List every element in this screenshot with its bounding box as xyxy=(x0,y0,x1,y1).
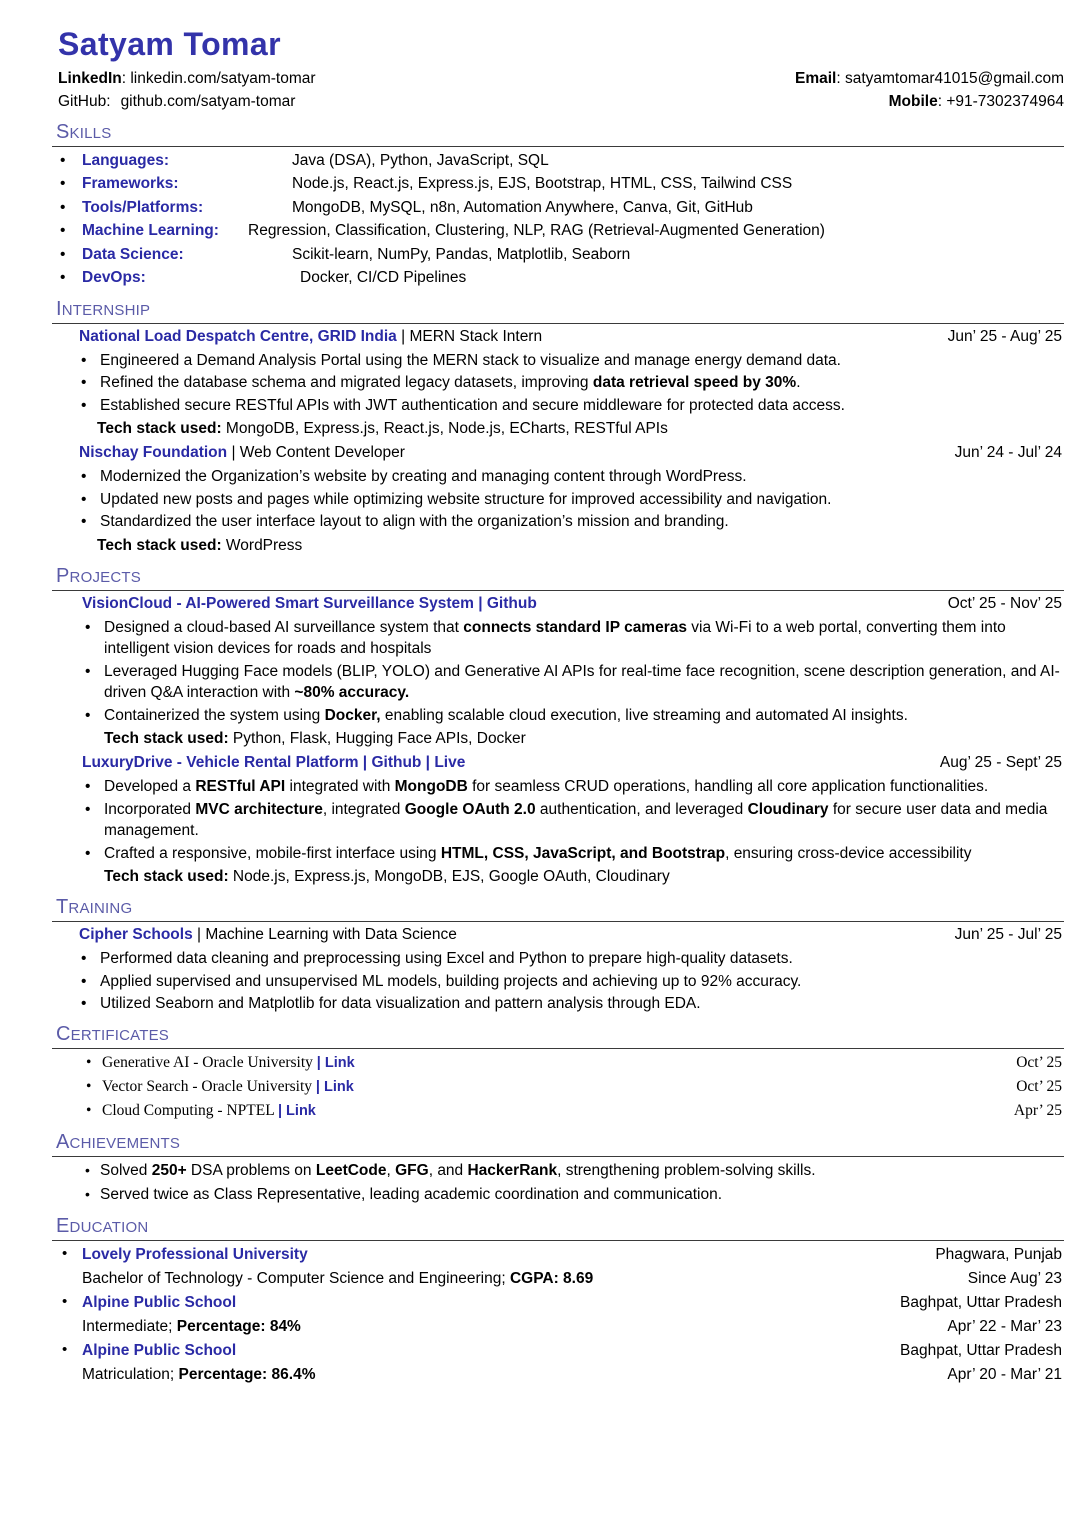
experience-entry xyxy=(52,325,1064,441)
bullet-item: • Performed data cleaning and preprocessing using Excel and Python to prepare high-quality datasets. xyxy=(52,948,1064,970)
bullet-list xyxy=(52,466,1064,533)
bullet-icon: • xyxy=(81,374,87,392)
email-contact[interactable] xyxy=(795,67,1064,90)
skill-row xyxy=(52,219,1064,243)
skill-row xyxy=(52,266,1064,290)
skill-value: Node.js, React.js, Express.js, EJS, Bootstrap, HTML, CSS, Tailwind CSS xyxy=(292,175,793,193)
skill-row xyxy=(52,243,1064,267)
certificate-date: Oct’ 25 xyxy=(1016,1053,1062,1071)
entry-date: Aug’ 25 - Sept’ 25 xyxy=(939,754,1062,772)
tech-stack xyxy=(52,727,1064,750)
email-label: Email xyxy=(794,69,837,87)
entry-organization[interactable]: National Load Despatch Centre, GRID India xyxy=(79,327,402,345)
github-label: GitHub xyxy=(58,92,107,110)
skill-label: Tools/Platforms: xyxy=(82,198,204,216)
certificate-name: Cloud Computing - NPTEL xyxy=(102,1101,278,1119)
bullet-list xyxy=(52,948,1064,1015)
education-detail: Matriculation; Percentage: 86.4% xyxy=(82,1365,316,1383)
education-period: Since Aug’ 23 xyxy=(967,1269,1062,1287)
education-school-line xyxy=(52,1339,1064,1363)
achievement-row: • Served twice as Class Representative, leading academic coordination and communication. xyxy=(52,1183,1064,1207)
experience-entry xyxy=(52,751,1064,888)
skill-value: Regression, Classification, Clustering, NLP, RAG (Retrieval-Augmented Generation) xyxy=(248,222,825,240)
entry-date: Oct’ 25 - Nov’ 25 xyxy=(947,594,1062,612)
skill-value: Java (DSA), Python, JavaScript, SQL xyxy=(292,151,549,169)
certificate-date: Apr’ 25 xyxy=(1013,1101,1062,1119)
experience-entry xyxy=(52,592,1064,751)
education-location: Baghpat, Uttar Pradesh xyxy=(900,1341,1062,1359)
bullet-icon: • xyxy=(60,175,66,193)
bullet-icon: • xyxy=(60,198,66,216)
linkedin-value: : linkedin.com/satyam-tomar xyxy=(121,69,316,87)
tech-stack-value: Node.js, Express.js, MongoDB, EJS, Google OAuth, Cloudinary xyxy=(228,868,670,886)
skill-value: Docker, CI/CD Pipelines xyxy=(300,269,467,287)
entry-role: | Web Content Developer xyxy=(231,444,405,462)
mobile-contact xyxy=(889,90,1064,113)
tech-stack-label: Tech stack used: xyxy=(104,868,229,886)
education-entry xyxy=(52,1339,1064,1387)
section-certificates xyxy=(52,1022,1064,1123)
bullet-item: • Developed a RESTful API integrated with MongoDB for seamless CRUD operations, handling all core application functionalities. xyxy=(52,776,1064,798)
tech-stack-value: Python, Flask, Hugging Face APIs, Docker xyxy=(228,730,526,748)
bullet-icon: • xyxy=(60,245,66,263)
bullet-icon: • xyxy=(85,706,91,724)
certificate-link[interactable]: | Link xyxy=(277,1102,316,1119)
education-entry xyxy=(52,1243,1064,1291)
bullet-icon: • xyxy=(81,950,87,968)
section-divider xyxy=(52,590,1064,591)
bullet-list xyxy=(52,617,1064,727)
section-training xyxy=(52,895,1064,1015)
section-heading-certificates: CERTIFICATES xyxy=(56,1022,169,1045)
section-heading-achievements: ACHIEVEMENTS xyxy=(56,1130,181,1153)
certificate-link[interactable]: | Link xyxy=(315,1078,354,1095)
bullet-item: • Refined the database schema and migrated legacy datasets, improving data retrieval speed by 30%. xyxy=(52,372,1064,394)
entry-role: | Machine Learning with Data Science xyxy=(197,926,457,944)
github-colon: : xyxy=(106,92,111,110)
mobile-label: Mobile xyxy=(888,92,938,110)
bullet-item: • Designed a cloud-based AI surveillance system that connects standard IP cameras via Wi-Fi to a web portal, converting them into intelligent vision devices for roads and hospitals xyxy=(85,618,1006,658)
education-period: Apr’ 20 - Mar’ 21 xyxy=(947,1365,1062,1383)
education-location: Baghpat, Uttar Pradesh xyxy=(900,1293,1062,1311)
bullet-item: • Modernized the Organization’s website by creating and managing content through WordPress. xyxy=(52,466,1064,488)
projects-list xyxy=(52,592,1064,889)
bullet-icon: • xyxy=(81,490,87,508)
section-divider xyxy=(52,1240,1064,1241)
skill-label: Languages: xyxy=(82,151,169,169)
education-detail-line xyxy=(52,1267,1064,1291)
entry-header xyxy=(52,923,1064,947)
tech-stack-label: Tech stack used: xyxy=(97,536,222,554)
certificate-date: Oct’ 25 xyxy=(1016,1077,1062,1095)
skill-value: MongoDB, MySQL, n8n, Automation Anywhere, Canva, Git, GitHub xyxy=(292,198,753,216)
education-detail: Bachelor of Technology - Computer Science and Engineering; CGPA: 8.69 xyxy=(82,1269,594,1287)
bullet-icon: • xyxy=(60,222,66,240)
bullet-icon: • xyxy=(81,513,87,531)
bullet-icon: • xyxy=(81,972,87,990)
section-divider xyxy=(52,1156,1064,1157)
education-school: Alpine Public School xyxy=(82,1293,237,1311)
tech-stack-value: MongoDB, Express.js, React.js, Node.js, ECharts, RESTful APIs xyxy=(221,420,668,438)
section-divider xyxy=(52,323,1064,324)
tech-stack-value: WordPress xyxy=(221,536,303,554)
certificate-row xyxy=(52,1075,1064,1099)
section-heading-skills: SKILLS xyxy=(56,120,112,143)
tech-stack-label: Tech stack used: xyxy=(104,730,229,748)
bullet-item: • Incorporated MVC architecture, integrated Google OAuth 2.0 authentication, and leveraged Cloudinary for secure user data and media management. xyxy=(85,800,1048,840)
github-contact[interactable] xyxy=(58,90,295,113)
page-title: Satyam Tomar xyxy=(58,26,281,62)
section-internship xyxy=(52,297,1064,557)
bullet-icon: • xyxy=(81,468,87,486)
bullet-icon: • xyxy=(62,1244,68,1262)
bullet-icon: • xyxy=(85,844,91,862)
bullet-icon: • xyxy=(85,1161,90,1178)
entry-header xyxy=(52,325,1064,349)
bullet-item: • Leveraged Hugging Face models (BLIP, YOLO) and Generative AI APIs for real-time face recognition, scene description generation, and AI-driven Q&A interaction with ~80% accuracy. xyxy=(85,662,1060,702)
skill-value: Scikit-learn, NumPy, Pandas, Matplotlib, Seaborn xyxy=(292,245,631,263)
bullet-item: • Utilized Seaborn and Matplotlib for data visualization and pattern analysis through EDA. xyxy=(52,993,1064,1015)
section-heading-internship: INTERNSHIP xyxy=(56,297,151,320)
bullet-list xyxy=(52,776,1064,864)
section-projects xyxy=(52,564,1064,889)
certificate-link[interactable]: | Link xyxy=(316,1054,355,1071)
tech-stack xyxy=(52,417,1064,440)
bullet-icon: • xyxy=(62,1292,68,1310)
entry-organization[interactable]: LuxuryDrive - Vehicle Rental Platform | Github | Live xyxy=(82,754,466,772)
contact-row-linkedin xyxy=(52,67,1064,90)
experience-entry xyxy=(52,923,1064,1015)
internship-list xyxy=(52,325,1064,557)
bullet-icon: • xyxy=(86,1077,92,1095)
skill-row xyxy=(52,149,1064,173)
education-list xyxy=(52,1243,1064,1387)
certificate-row xyxy=(52,1051,1064,1075)
education-school-line xyxy=(52,1243,1064,1267)
certificate-name: Vector Search - Oracle University xyxy=(102,1077,316,1095)
bullet-icon: • xyxy=(81,995,87,1013)
section-achievements xyxy=(52,1130,1064,1207)
tech-stack xyxy=(52,865,1064,888)
certificates-list xyxy=(52,1051,1064,1123)
section-skills xyxy=(52,120,1064,290)
bullet-item: • Containerized the system using Docker, enabling scalable cloud execution, live streaming and automated AI insights. xyxy=(52,705,1064,727)
bullet-icon: • xyxy=(81,396,87,414)
bullet-icon: • xyxy=(85,778,91,796)
education-detail-line xyxy=(52,1315,1064,1339)
experience-entry xyxy=(52,441,1064,557)
achievement-row: • Solved 250+ DSA problems on LeetCode, GFG, and HackerRank, strengthening problem-solving skills. xyxy=(52,1159,1064,1183)
tech-stack xyxy=(52,534,1064,557)
achievements-list xyxy=(52,1159,1064,1207)
bullet-icon: • xyxy=(85,1185,90,1202)
certificate-row xyxy=(52,1099,1064,1123)
bullet-icon: • xyxy=(85,800,91,818)
education-location: Phagwara, Punjab xyxy=(935,1245,1062,1263)
section-education xyxy=(52,1214,1064,1387)
bullet-icon: • xyxy=(62,1340,68,1358)
bullet-icon: • xyxy=(86,1101,92,1119)
bullet-item: • Updated new posts and pages while optimizing website structure for improved accessibility and navigation. xyxy=(52,489,1064,511)
bullet-icon: • xyxy=(60,151,66,169)
education-period: Apr’ 22 - Mar’ 23 xyxy=(947,1317,1062,1335)
bullet-list xyxy=(52,350,1064,417)
linkedin-contact[interactable] xyxy=(58,67,316,90)
mobile-value: : +91-7302374964 xyxy=(937,92,1064,110)
education-entry xyxy=(52,1291,1064,1339)
skill-label: Machine Learning: xyxy=(82,222,219,240)
skills-list xyxy=(52,149,1064,290)
skill-row xyxy=(52,172,1064,196)
bullet-item: • Engineered a Demand Analysis Portal using the MERN stack to visualize and manage energy demand data. xyxy=(52,350,1064,372)
section-divider xyxy=(52,1048,1064,1049)
skill-label: Frameworks: xyxy=(82,175,179,193)
entry-date: Jun’ 24 - Jul’ 24 xyxy=(954,444,1062,462)
header xyxy=(52,26,1064,113)
entry-header xyxy=(52,441,1064,465)
entry-date: Jun’ 25 - Aug’ 25 xyxy=(947,327,1062,345)
bullet-icon: • xyxy=(60,269,66,287)
section-heading-projects: PROJECTS xyxy=(56,564,141,587)
skill-row xyxy=(52,196,1064,220)
entry-organization[interactable]: Nischay Foundation xyxy=(79,444,232,462)
training-list xyxy=(52,923,1064,1015)
bullet-item: • Applied supervised and unsupervised ML models, building projects and achieving up to 92% accuracy. xyxy=(52,971,1064,993)
tech-stack-label: Tech stack used: xyxy=(97,420,222,438)
contact-row-github xyxy=(52,90,1064,113)
education-school: Alpine Public School xyxy=(82,1341,237,1359)
section-divider xyxy=(52,146,1064,147)
skill-label: DevOps: xyxy=(82,269,146,287)
section-heading-training: TRAINING xyxy=(56,896,133,919)
bullet-item: • Crafted a responsive, mobile-first interface using HTML, CSS, JavaScript, and Bootstrap, ensuring cross-device accessibility xyxy=(52,843,1064,865)
education-detail-line xyxy=(52,1363,1064,1387)
skill-label: Data Science: xyxy=(82,245,184,263)
entry-organization[interactable]: Cipher Schools xyxy=(79,926,197,944)
entry-header xyxy=(52,592,1064,616)
email-value: : satyamtomar41015@gmail.com xyxy=(836,69,1064,87)
certificate-name: Generative AI - Oracle University xyxy=(102,1053,317,1071)
github-value: github.com/satyam-tomar xyxy=(120,92,296,110)
bullet-icon: • xyxy=(85,662,91,680)
education-school-line xyxy=(52,1291,1064,1315)
bullet-icon: • xyxy=(86,1053,92,1071)
education-detail: Intermediate; Percentage: 84% xyxy=(82,1317,301,1335)
section-heading-education: EDUCATION xyxy=(56,1214,149,1237)
education-school: Lovely Professional University xyxy=(82,1245,308,1263)
entry-role: | MERN Stack Intern xyxy=(401,327,543,345)
entry-header xyxy=(52,751,1064,775)
section-divider xyxy=(52,921,1064,922)
entry-date: Jun’ 25 - Jul’ 25 xyxy=(954,926,1062,944)
entry-organization[interactable]: VisionCloud - AI-Powered Smart Surveillance System | Github xyxy=(82,594,537,612)
bullet-icon: • xyxy=(81,351,87,369)
linkedin-label: LinkedIn xyxy=(58,69,122,87)
bullet-icon: • xyxy=(85,618,91,636)
bullet-item: • Standardized the user interface layout to align with the organization’s mission and branding. xyxy=(52,511,1064,533)
bullet-item: • Established secure RESTful APIs with JWT authentication and secure middleware for protected data access. xyxy=(52,395,1064,417)
